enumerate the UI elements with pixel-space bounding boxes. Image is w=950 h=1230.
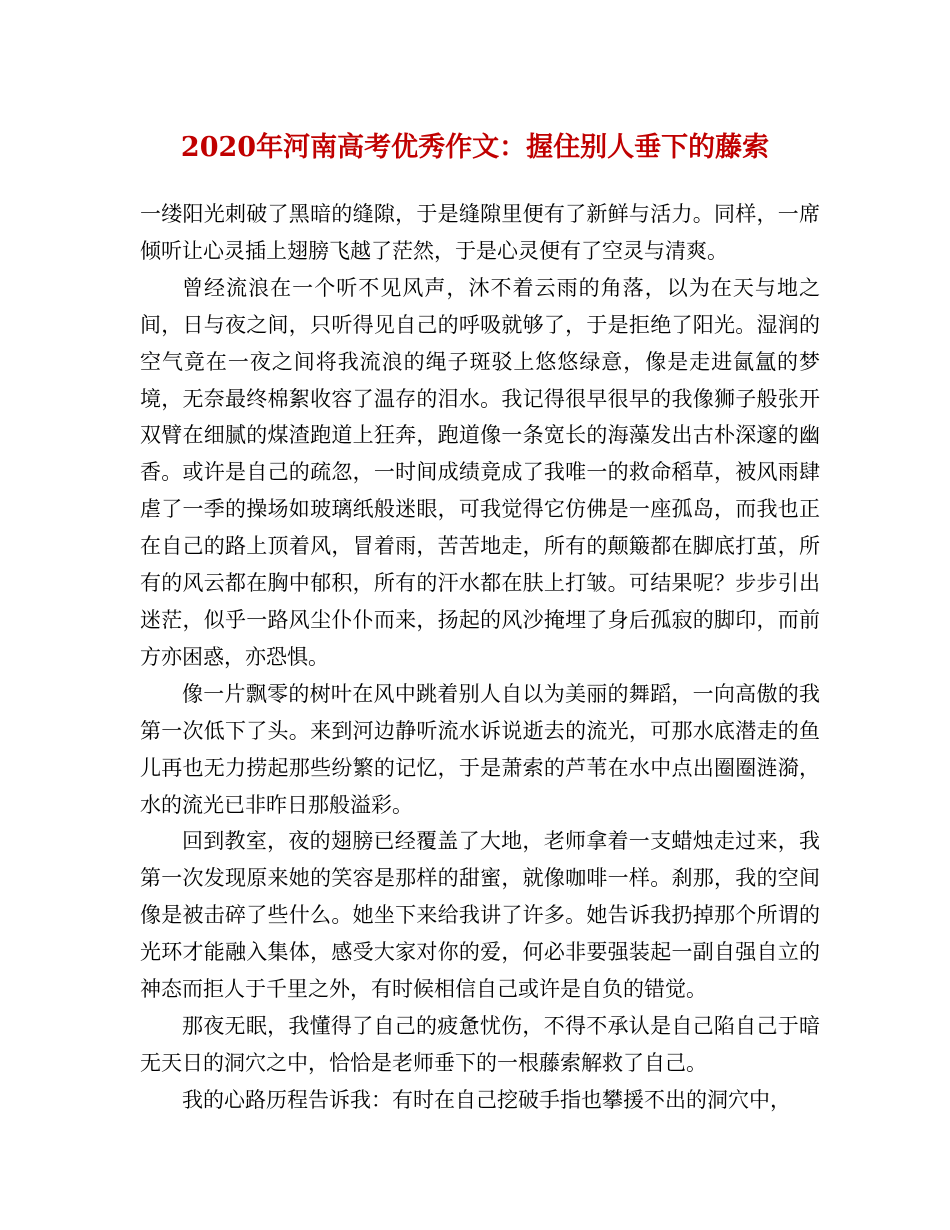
paragraph-6: 我的心路历程告诉我：有时在自己挖破手指也攀援不出的洞穴中，	[182, 1087, 791, 1112]
document-title: 2020年河南高考优秀作文：握住别人垂下的藤索	[180, 132, 770, 163]
paragraph-3: 像一片飘零的树叶在风中跳着别人自以为美丽的舞蹈，一向高傲的我第一次低下了头。来到河边静听流水诉说逝去的流光，可那水底潜走的鱼儿再也无力捞起那些纷繁的记忆，于是萧索的芦苇在水中点出圈圈涟漪，水的流光已非昨日那般溢彩。	[140, 681, 820, 817]
paragraph-4: 回到教室，夜的翅膀已经覆盖了大地，老师拿着一支蜡烛走过来，我第一次发现原来她的笑容是那样的甜蜜，就像咖啡一样。刹那，我的空间像是被击碎了些什么。她坐下来给我讲了许多。她告诉我扔掉那个所谓的光环才能融入集体，感受大家对你的爱，何必非要强装起一副自强自立的神态而拒人于千里之外，有时候相信自己或许是自负的错觉。	[140, 829, 820, 1002]
paragraph-1: 一缕阳光刺破了黑暗的缝隙，于是缝隙里便有了新鲜与活力。同样，一席倾听让心灵插上翅膀飞越了茫然，于是心灵便有了空灵与清爽。	[140, 202, 820, 263]
paragraph-2: 曾经流浪在一个听不见风声，沐不着云雨的角落，以为在天与地之间，日与夜之间，只听得见自己的呼吸就够了，于是拒绝了阳光。湿润的空气竟在一夜之间将我流浪的绳子斑驳上悠悠绿意，像是走进氤氲的梦境，无奈最终棉絮收容了温存的泪水。我记得很早很早的我像狮子般张开双臂在细腻的煤渣跑道上狂奔，跑道像一条宽长的海藻发出古朴深邃的幽香。或许是自己的疏忽，一时间成绩竟成了我唯一的救命稻草，被风雨肆虐了一季的操场如玻璃纸般迷眼，可我觉得它仿佛是一座孤岛，而我也正在自己的路上顶着风，冒着雨，苦苦地走，所有的颠簸都在脚底打茧，所有的风云都在胸中郁积，所有的汗水都在肤上打皱。可结果呢？步步引出迷茫，似乎一路风尘仆仆而来，扬起的风沙掩埋了身后孤寂的脚印，而前方亦困惑，亦恐惧。	[140, 275, 820, 669]
paragraph-5: 那夜无眠，我懂得了自己的疲惫忧伤，不得不承认是自己陷自己于暗无天日的洞穴之中，恰恰是老师垂下的一根藤索解救了自己。	[140, 1013, 820, 1075]
document-body	[140, 196, 820, 1119]
